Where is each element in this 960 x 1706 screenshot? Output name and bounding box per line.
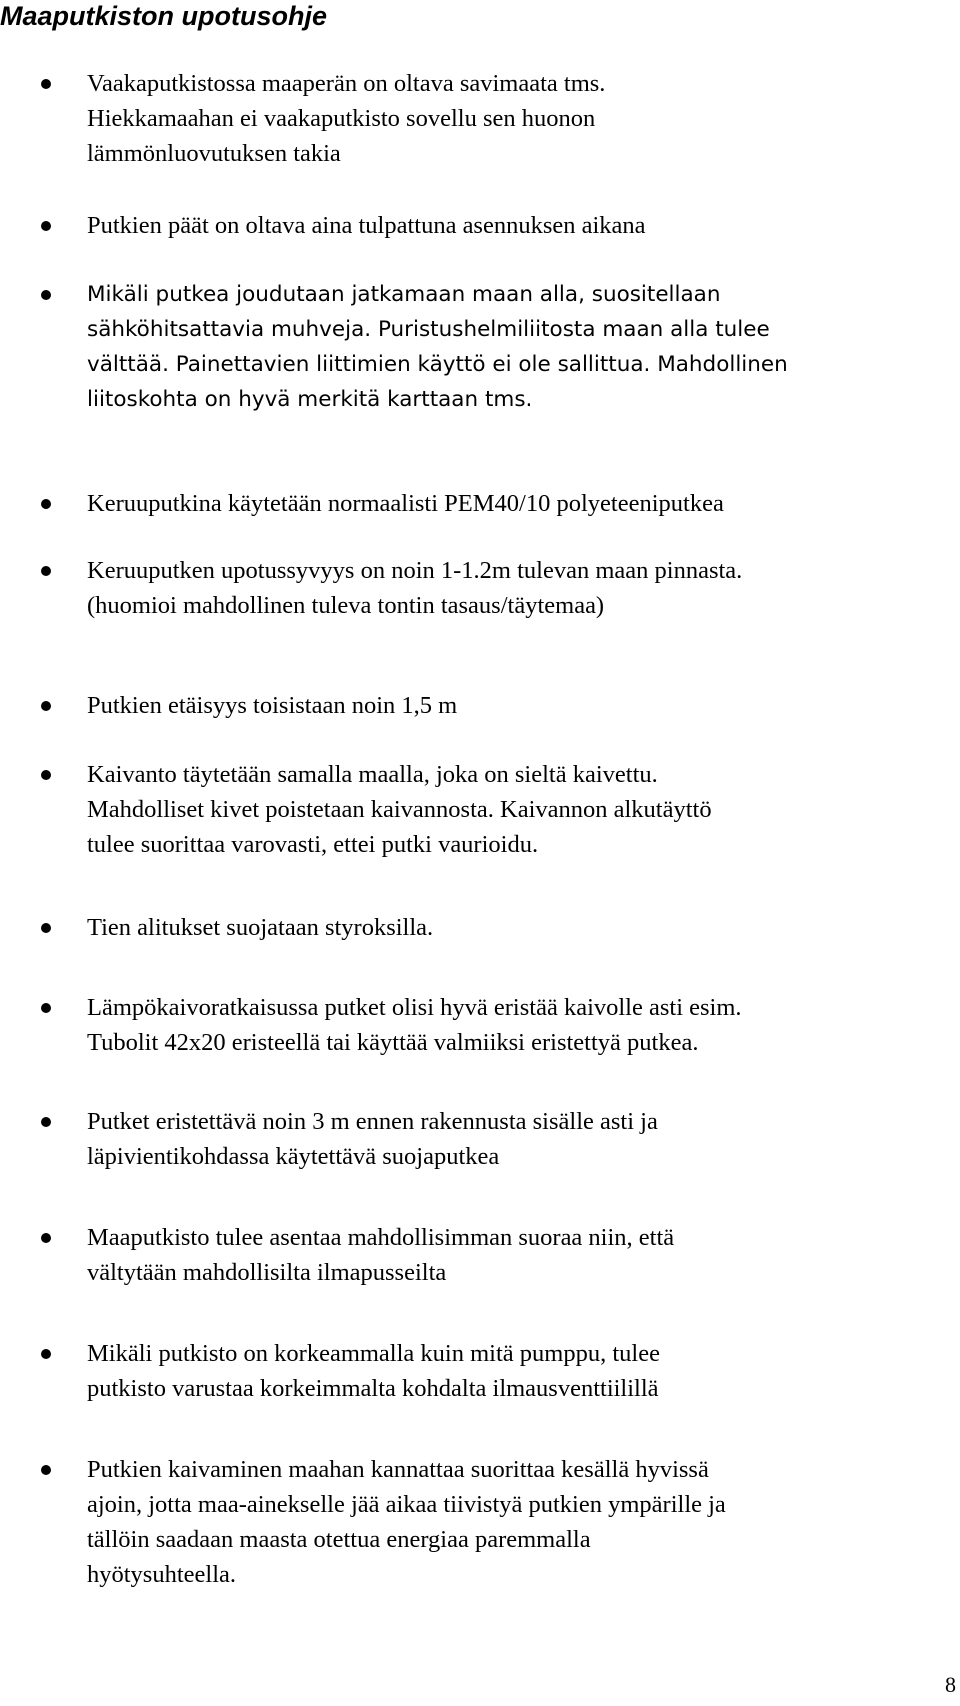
list-item-text: Putket eristettävä noin 3 m ennen rakennusta sisälle asti ja läpivientikohdassa käytettävä suojaputkea xyxy=(87,1108,658,1170)
list-item-text: Keruuputken upotussyvyys on noin 1-1.2m tulevan maan pinnasta. (huomioi mahdollinen tuleva tontin tasaus/täytemaa) xyxy=(87,557,743,619)
bullet-icon xyxy=(41,221,51,231)
list-item-text: Kaivanto täytetään samalla maalla, joka on sieltä kaivettu. Mahdolliset kivet poistetaan kaivannosta. Kaivannon alkutäyttö tulee suorittaa varovasti, ettei putki vaurioidu. xyxy=(87,761,712,858)
bullet-icon xyxy=(41,290,51,300)
list-item-text: Lämpökaivoratkaisussa putket olisi hyvä eristää kaivolle asti esim. Tubolit 42x20 eristeellä tai käyttää valmiiksi eristettyä putkea. xyxy=(87,994,742,1056)
page-number: 8 xyxy=(945,1672,956,1697)
list-item-text: Putkien päät on oltava aina tulpattuna asennuksen aikana xyxy=(87,212,646,239)
bullet-icon xyxy=(41,566,51,576)
list-item-text: Vaakaputkistossa maaperän on oltava savimaata tms. Hiekkamaahan ei vaakaputkisto sovellu sen huonon lämmönluovutuksen takia xyxy=(87,70,606,167)
list-item-text: Maaputkisto tulee asentaa mahdollisimman suoraa niin, että vältytään mahdollisilta ilmapusseilta xyxy=(87,1224,675,1286)
bullet-icon xyxy=(41,1003,51,1013)
bullet-icon xyxy=(41,770,51,780)
bullet-icon xyxy=(41,1117,51,1127)
list-item-text: Putkien etäisyys toisistaan noin 1,5 m xyxy=(87,692,458,719)
list-item-text: Mikäli putkisto on korkeammalla kuin mitä pumppu, tulee putkisto varustaa korkeimmalta kohdalta ilmausventtiilillä xyxy=(87,1340,660,1402)
bullet-icon xyxy=(41,499,51,509)
bullet-icon xyxy=(41,1349,51,1359)
list-item-text: Keruuputkina käytetään normaalisti PEM40/10 polyeteeniputkea xyxy=(87,490,724,517)
bullet-icon xyxy=(41,1465,51,1475)
bullet-icon xyxy=(41,701,51,711)
page-title: Maaputkiston upotusohje xyxy=(0,1,327,31)
bullet-icon xyxy=(41,79,51,89)
list-item-text: Mikäli putkea joudutaan jatkamaan maan alla, suositellaan sähköhitsattavia muhveja. Puristushelmiliitosta maan alla tulee välttää. Painettavien liittimien käyttö ei ole sallittua. Mahdollinen liitoskohta on hyvä merkitä karttaan tms. xyxy=(87,282,788,412)
bullet-icon xyxy=(41,1233,51,1243)
bullet-icon xyxy=(41,923,51,933)
list-item-text: Tien alitukset suojataan styroksilla. xyxy=(87,914,434,941)
list-item-text: Putkien kaivaminen maahan kannattaa suorittaa kesällä hyvissä ajoin, jotta maa-ainekselle jää aikaa tiivistyä putkien ympärille ja tällöin saadaan maasta otettua energiaa paremmalla hyötysuhteella. xyxy=(87,1456,726,1588)
